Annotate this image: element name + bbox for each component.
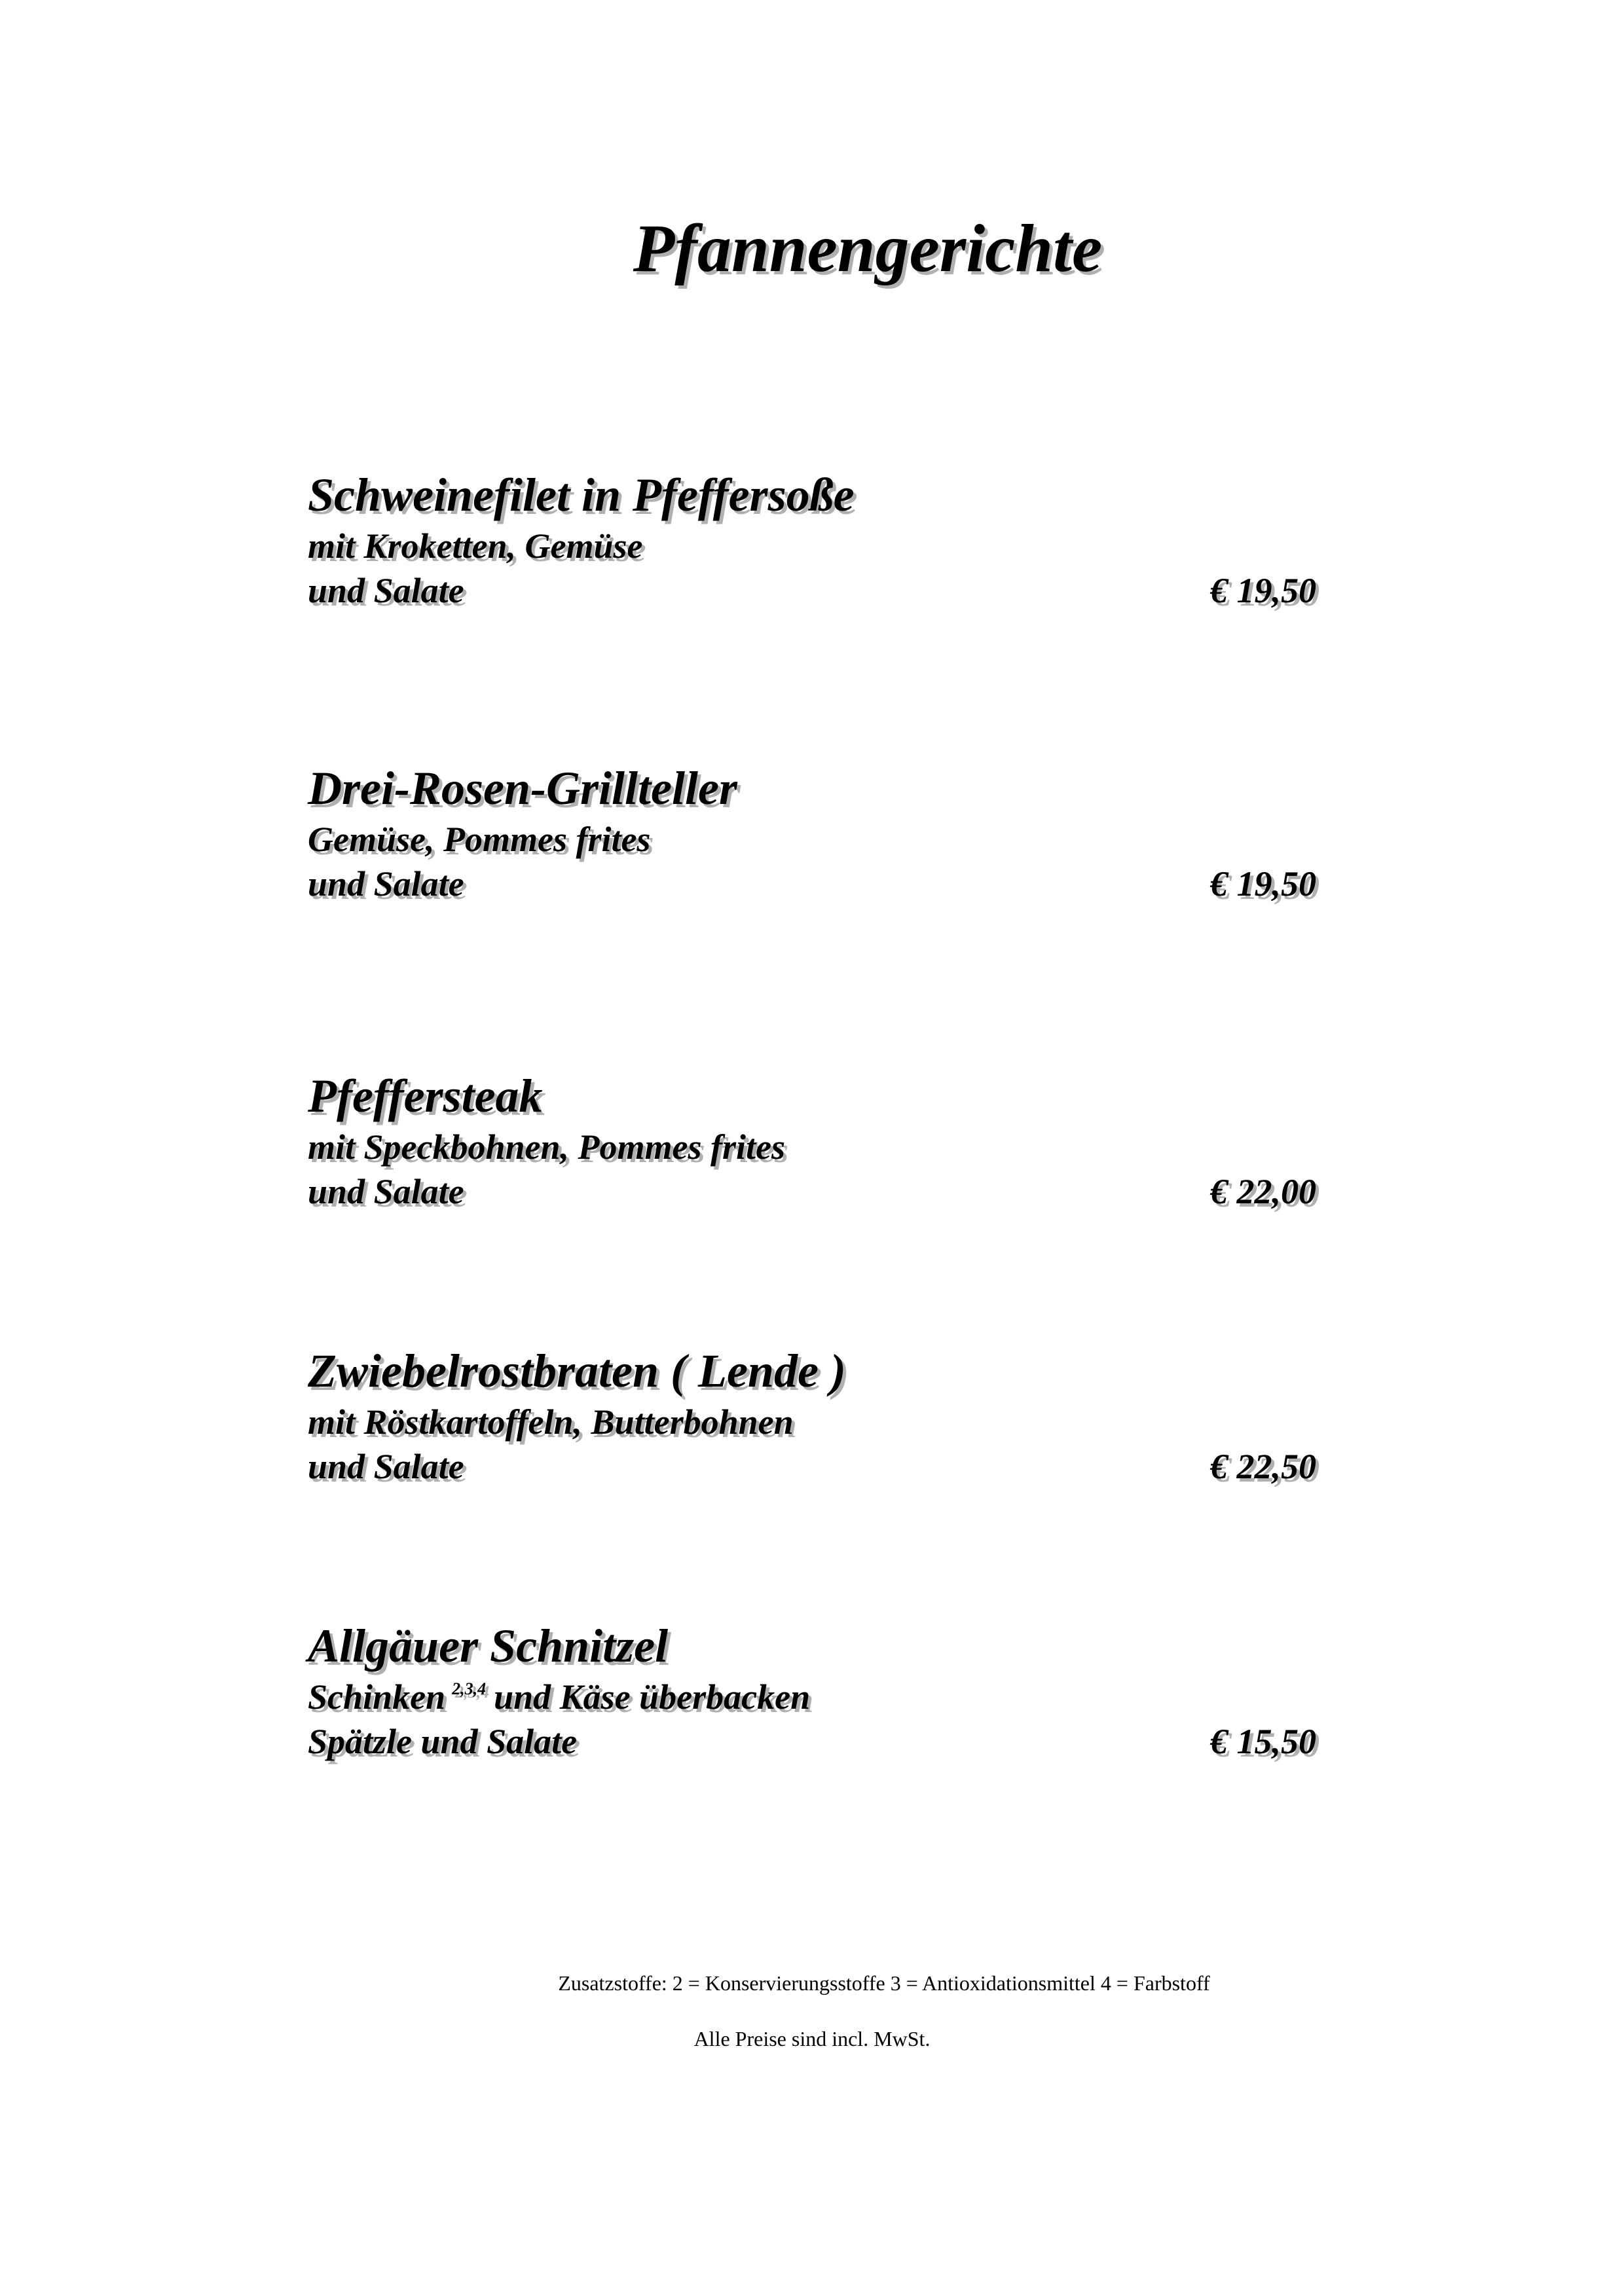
dish-price: € 22,00 — [1210, 1172, 1316, 1211]
dish-name: Pfeffersteak — [308, 1070, 543, 1122]
dish-description: mit Speckbohnen, Pommes frites — [308, 1127, 785, 1167]
additive-marker: 2,3,4 — [452, 1679, 487, 1698]
dish-description: und Salate — [308, 864, 464, 903]
dish-description: mit Röstkartoffeln, Butterbohnen — [308, 1402, 794, 1442]
dish-description: und Salate — [308, 1447, 464, 1486]
dish-description-text: und Käse überbacken — [494, 1677, 811, 1717]
menu-item — [308, 1342, 1316, 1489]
tax-note: Alle Preise sind incl. MwSt. — [693, 2027, 931, 2050]
dish-name: Drei-Rosen-Grillteller — [308, 762, 737, 814]
dish-name: Zwiebelrostbraten ( Lende ) — [308, 1345, 846, 1397]
menu-item — [308, 1617, 1316, 1764]
menu-item — [308, 759, 1316, 906]
menu-item — [308, 466, 1316, 613]
dish-price: € 15,50 — [1210, 1722, 1316, 1761]
menu-item — [308, 1067, 1316, 1214]
dish-description-text: Schinken — [308, 1677, 446, 1717]
dish-price: € 19,50 — [1210, 864, 1316, 903]
dish-description — [308, 1675, 1316, 1719]
dish-description: Spätzle und Salate — [308, 1722, 578, 1761]
additives-note: Zusatzstoffe: 2 = Konservierungsstoffe 3 = Antioxidationsmittel 4 = Farbstoff — [558, 1971, 1210, 1995]
dish-name: Schweinefilet in Pfeffersoße — [308, 469, 855, 521]
page-title: Pfannengerichte — [633, 211, 1103, 286]
dish-description: und Salate — [308, 571, 464, 610]
dish-description: mit Kroketten, Gemüse — [308, 526, 643, 566]
dish-description: und Salate — [308, 1172, 464, 1211]
dish-description: Gemüse, Pommes frites — [308, 820, 651, 859]
dish-price: € 19,50 — [1210, 571, 1316, 610]
dish-price: € 22,50 — [1210, 1447, 1316, 1486]
dish-name: Allgäuer Schnitzel — [308, 1620, 669, 1672]
